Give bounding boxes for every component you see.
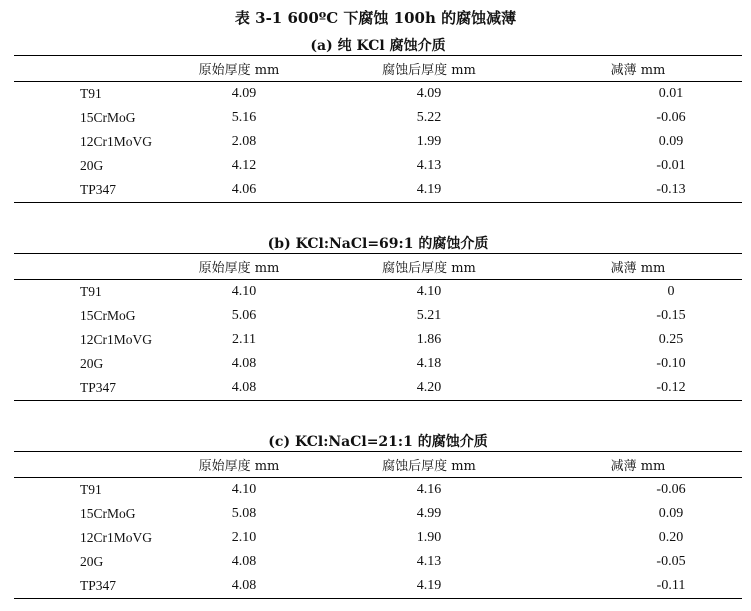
material-cell: 15CrMoG [80,308,136,323]
header-cell: 原始厚度 mm [154,254,324,280]
value-cell: 4.13 [416,554,442,569]
header-cell: 减薄 mm [534,452,742,478]
value-cell: 5.16 [231,110,257,125]
header-row [14,254,742,280]
table-row [14,328,742,352]
value-cell: 4.99 [416,506,442,521]
material-cell: TP347 [14,178,154,203]
value-cell: 2.08 [231,134,257,149]
value-cell: 4.20 [324,376,534,401]
value-cell: 5.21 [416,308,442,323]
value-cell: 4.19 [324,574,534,599]
header-row [14,452,742,478]
material-cell: 12Cr1MoVG [80,530,153,545]
value-cell: 0.09 [658,134,684,149]
value-cell: 1.99 [416,134,442,149]
table-row [14,550,742,574]
material-cell: 15CrMoG [80,506,136,521]
section-caption: (a) 纯 KCl 腐蚀介质 [310,38,446,54]
header-row [14,56,742,82]
value-cell: 5.08 [231,506,257,521]
value-cell: 4.10 [416,284,442,299]
value-cell: 1.90 [416,530,442,545]
header-cell [14,254,154,280]
value-cell: -0.06 [656,110,686,125]
material-cell: T91 [80,482,102,497]
table-row [14,154,742,178]
table-row [14,376,742,401]
material-cell: TP347 [14,376,154,401]
table-row [14,574,742,599]
table-row [14,178,742,203]
table-row [14,478,742,503]
value-cell: 4.08 [154,574,324,599]
value-cell: 4.08 [231,554,257,569]
table-row [14,352,742,376]
value-cell: 5.06 [231,308,257,323]
value-cell: 0.09 [658,506,684,521]
value-cell: 4.10 [231,482,257,497]
value-cell: 0.25 [658,332,684,347]
data-table [14,253,742,401]
value-cell: -0.01 [656,158,686,173]
section-a [14,37,742,203]
value-cell: -0.15 [656,308,686,323]
material-cell: 20G [80,158,104,173]
value-cell: 0.20 [658,530,684,545]
value-cell: 0 [667,284,675,299]
value-cell: 2.11 [232,332,256,347]
data-table [14,451,742,599]
value-cell: -0.13 [534,178,742,203]
table-row [14,82,742,107]
value-cell: 4.08 [231,356,257,371]
material-cell: 15CrMoG [80,110,136,125]
header-cell [14,56,154,82]
section-b [14,235,742,401]
section-c [14,433,742,599]
value-cell: 2.10 [231,530,257,545]
header-cell [14,452,154,478]
material-cell: 20G [80,554,104,569]
value-cell: 4.18 [416,356,442,371]
material-cell: TP347 [14,574,154,599]
header-cell: 腐蚀后厚度 mm [324,254,534,280]
table-row [14,304,742,328]
material-cell: 12Cr1MoVG [80,134,153,149]
value-cell: -0.11 [534,574,742,599]
value-cell: 4.06 [154,178,324,203]
value-cell: 5.22 [416,110,442,125]
value-cell: 4.10 [231,284,257,299]
header-cell: 减薄 mm [534,254,742,280]
section-caption: (c) KCl:NaCl=21:1 的腐蚀介质 [268,434,488,450]
value-cell: 0.01 [658,86,684,101]
value-cell: -0.05 [656,554,686,569]
header-cell: 原始厚度 mm [154,56,324,82]
header-cell: 腐蚀后厚度 mm [324,56,534,82]
material-cell: 12Cr1MoVG [80,332,153,347]
value-cell: 4.08 [154,376,324,401]
value-cell: 4.09 [416,86,442,101]
material-cell: T91 [80,284,102,299]
value-cell: 4.19 [324,178,534,203]
value-cell: -0.06 [656,482,686,497]
value-cell: 4.12 [231,158,257,173]
header-cell: 腐蚀后厚度 mm [324,452,534,478]
material-cell: 20G [80,356,104,371]
value-cell: -0.12 [534,376,742,401]
table-row [14,106,742,130]
section-caption: (b) KCl:NaCl=69:1 的腐蚀介质 [267,236,489,252]
value-cell: 4.16 [416,482,442,497]
page-title: 表 3-1 600ºC 下腐蚀 100h 的腐蚀减薄 [234,9,517,27]
data-table [14,55,742,203]
table-row [14,526,742,550]
material-cell: T91 [80,86,102,101]
value-cell: -0.10 [656,356,686,371]
table-row [14,280,742,305]
value-cell: 4.13 [416,158,442,173]
value-cell: 1.86 [416,332,442,347]
value-cell: 4.09 [231,86,257,101]
table-row [14,502,742,526]
header-cell: 减薄 mm [534,56,742,82]
header-cell: 原始厚度 mm [154,452,324,478]
table-row [14,130,742,154]
